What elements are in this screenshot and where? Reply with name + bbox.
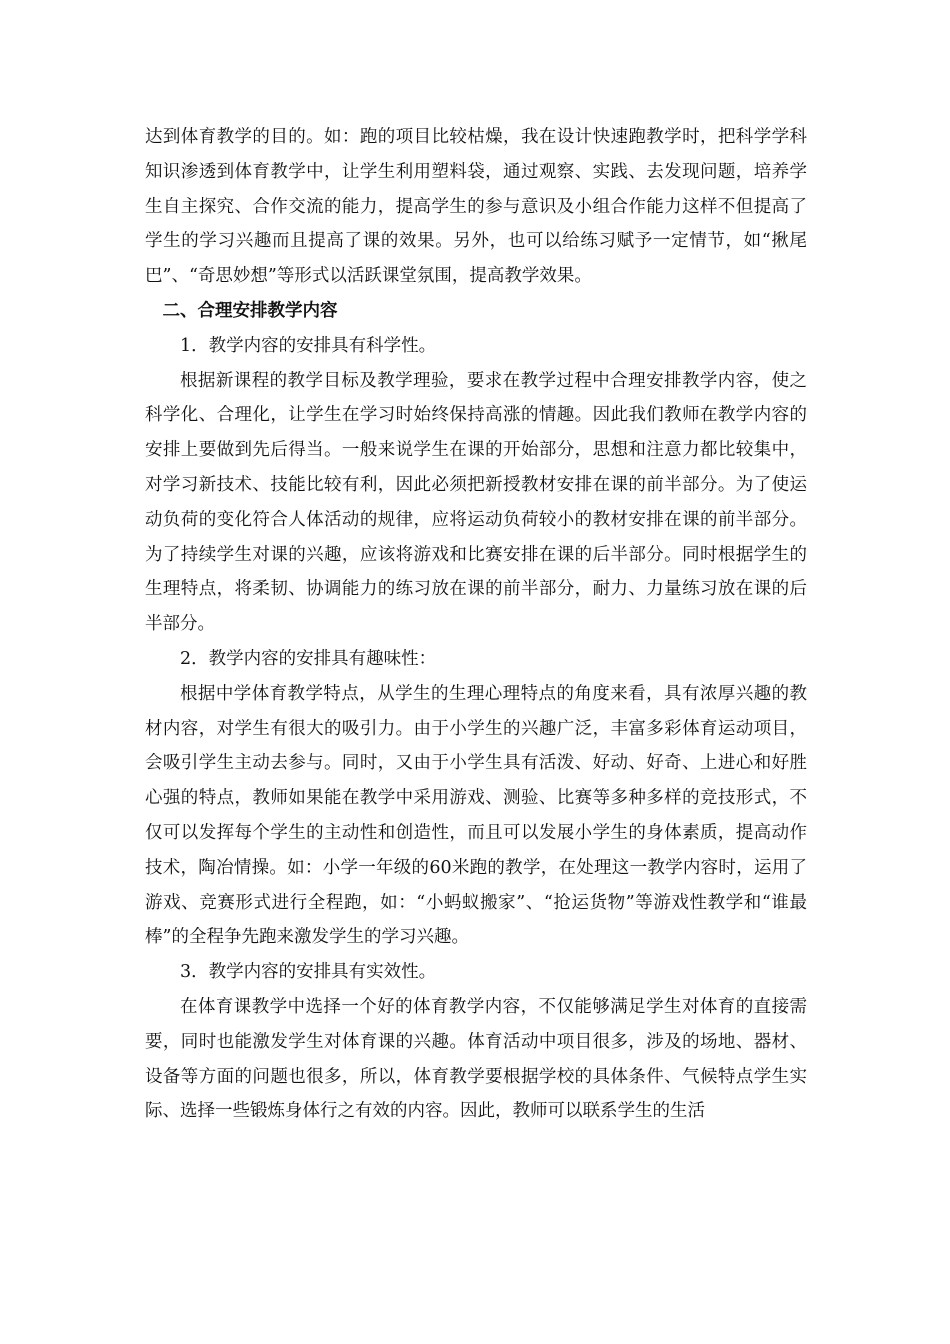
item-3-body: 在体育课教学中选择一个好的体育教学内容，不仅能够满足学生对体育的直接需要，同时也能激发学生对体育课的兴趣。体育活动中项目很多，涉及的场地、器材、设备等方面的问题也很多，所以，体育教学要根据学校的具体条件、气候特点学生实际、选择一些锻炼身体行之有效的内容。因此，教师可以联系学生的生活 [145,996,807,1122]
paragraph-intro: 达到体育教学的目的。如：跑的项目比较枯燥，我在设计快速跑教学时，把科学学科知识渗透到体育教学中，让学生利用塑料袋，通过观察、实践、去发现问题，培养学生自主探究、合作交流的能力，提高学生的参与意识及小组合作能力这样不但提高了学生的学习兴趣而且提高了课的效果。另外，也可以给练习赋予一定情节，如“揪尾巴”、“奇思妙想”等形式以活跃课堂氛围，提高教学效果。 [145,127,807,287]
item-1-body: 根据新课程的教学目标及教学理验，要求在教学过程中合理安排教学内容，使之科学化、合理化，让学生在学习时始终保持高涨的情趣。因此我们教师在教学内容的安排上要做到先后得当。一般来说学生在课的开始部分，思想和注意力都比较集中，对学习新技术、技能比较有利，因此必须把新授教材安排在课的前半部分。为了使运动负荷的变化符合人体活动的规律，应将运动负荷较小的教材安排在课的前半部分。为了持续学生对课的兴趣，应该将游戏和比赛安排在课的后半部分。同时根据学生的生理特点，将柔韧、协调能力的练习放在课的前半部分，耐力、力量练习放在课的后半部分。 [145,370,807,635]
item-3-title: 3．教学内容的安排具有实效性。 [180,962,437,983]
item-2-body: 根据中学体育教学特点，从学生的生理心理特点的角度来看，具有浓厚兴趣的教材内容，对学生有很大的吸引力。由于小学生的兴趣广泛，丰富多彩体育运动项目，会吸引学生主动去参与。同时，又由于小学生具有活泼、好动、好奇、上进心和好胜心强的特点，教师如果能在教学中采用游戏、测验、比赛等多种多样的竞技形式，不仅可以发挥每个学生的主动性和创造性，而且可以发展小学生的身体素质，提高动作技术，陶冶情操。如：小学一年级的60米跑的教学，在处理这一教学内容时，运用了游戏、竞赛形式进行全程跑，如：“小蚂蚁搬家”、“抢运货物”等游戏性教学和“谁最棒”的全程争先跑来激发学生的学习兴趣。 [145,683,807,948]
item-1-title: 1．教学内容的安排具有科学性。 [180,335,437,356]
item-2-title: 2．教学内容的安排具有趣味性： [180,648,437,669]
section-heading: 二、合理安排教学内容 [162,300,338,321]
document-page [145,120,807,1129]
